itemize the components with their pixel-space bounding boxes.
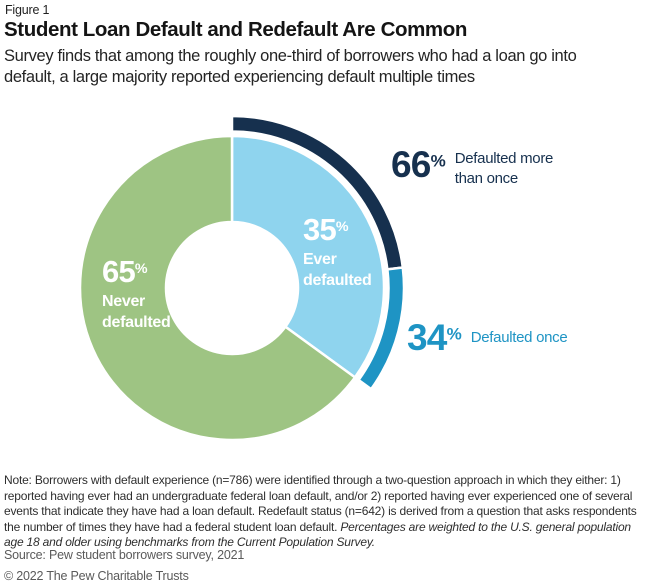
more-than-once-percent-value: 66 <box>391 144 431 185</box>
source-line: Source: Pew student borrowers survey, 2021 <box>4 548 245 562</box>
percent-sign: % <box>335 219 349 236</box>
once-percent <box>407 319 462 356</box>
more-than-once-percent <box>391 146 446 183</box>
note-italic: Percentages are weighted to the U.S. general population age 18 and older using benchmarks from the Current Population Survey. <box>4 519 631 550</box>
label-never-defaulted <box>102 256 190 334</box>
never-defaulted-percent-value: 65 <box>102 254 135 289</box>
page-title: Student Loan Default and Redefault Are Common <box>4 18 468 41</box>
once-percent-value: 34 <box>407 317 447 358</box>
never-defaulted-percent <box>102 256 190 287</box>
callout-defaulted-once <box>407 319 567 356</box>
page-subtitle: Survey finds that among the roughly one-third of borrowers who had a loan go into default, a large majority reported experiencing default multiple times <box>4 47 577 86</box>
never-defaulted-text: Never defaulted <box>102 293 171 331</box>
callout-defaulted-more-than-once <box>391 146 567 188</box>
note-text <box>4 473 646 551</box>
percent-sign: % <box>134 261 148 278</box>
ever-defaulted-percent <box>303 214 391 245</box>
ever-defaulted-percent-value: 35 <box>303 212 336 247</box>
ever-defaulted-text: Ever defaulted <box>303 251 372 289</box>
note-regular: Note: Borrowers with default experience (n=786) were identified through a two-question approach in which they either: 1) reported having ever had an undergraduate federal loan default, and/or 2) reported having ever experienced one of several events that indicate they have had a loan default. Redefault status (n=642) is derived from a question that asks respondents the number of times they have had a federal student loan default. <box>4 473 637 534</box>
once-text: Defaulted once <box>470 329 568 346</box>
label-ever-defaulted <box>303 214 391 292</box>
percent-sign: % <box>446 324 462 344</box>
copyright-line: © 2022 The Pew Charitable Trusts <box>4 569 189 583</box>
more-than-once-text: Defaulted more than once <box>454 150 554 187</box>
percent-sign: % <box>430 151 446 171</box>
figure-label: Figure 1 <box>5 3 50 17</box>
